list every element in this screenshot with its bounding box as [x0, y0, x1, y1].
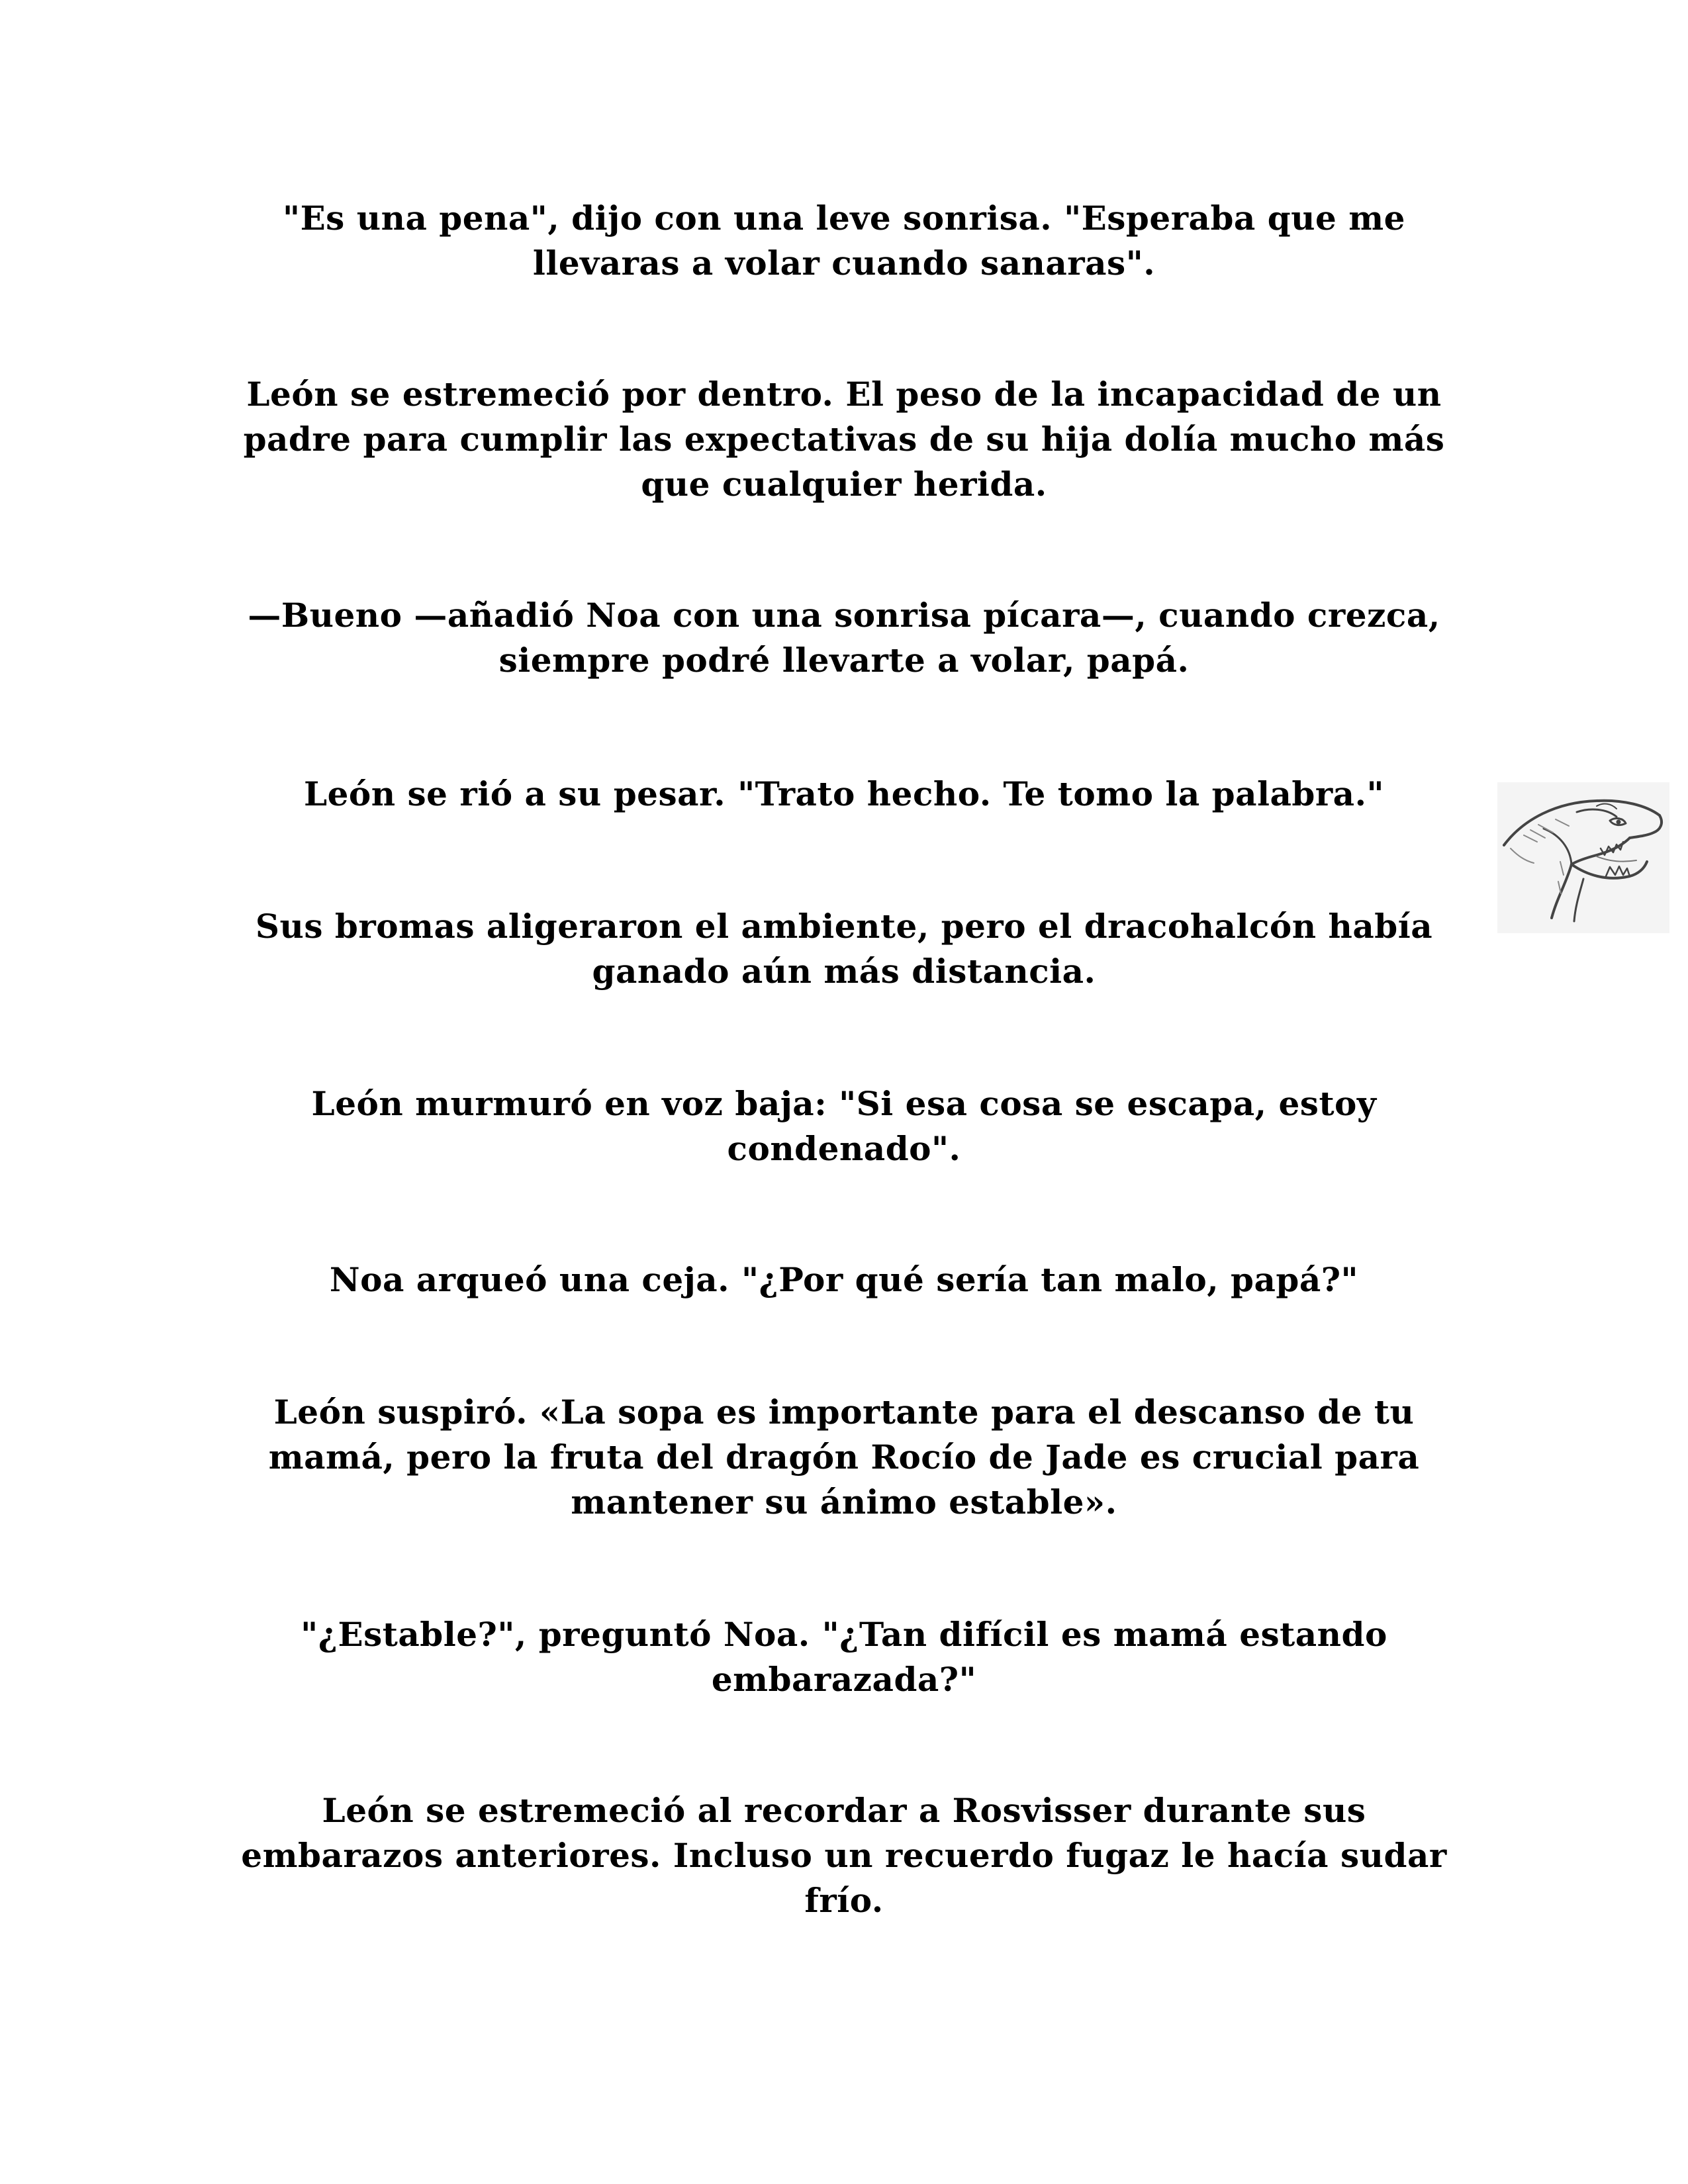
paragraph-9: "¿Estable?", preguntó Noa. "¿Tan difícil es mamá estando embarazada?": [301, 1615, 1387, 1699]
paragraph-2: León se estremeció por dentro. El peso de la incapacidad de un padre para cumplir las expectativas de su hija dolía mucho más que cualquier herida.: [243, 375, 1445, 504]
paragraph-5: Sus bromas aligeraron el ambiente, pero el dracohalcón había ganado aún más distancia.: [255, 907, 1433, 991]
paragraph-8: León suspiró. «La sopa es importante para el descanso de tu mamá, pero la fruta del dragón Rocío de Jade es crucial para mantener su ánimo estable».: [268, 1392, 1420, 1522]
paragraph-6: León murmuró en voz baja: "Si esa cosa se escapa, estoy condenado".: [311, 1084, 1377, 1168]
paragraph-3: —Bueno —añadió Noa con una sonrisa pícara—, cuando crezca, siempre podré llevarte a volar, papá.: [248, 596, 1440, 680]
paragraph-7: Noa arqueó una ceja. "¿Por qué sería tan malo, papá?": [329, 1260, 1359, 1299]
paragraph-10: León se estremeció al recordar a Rosvisser durante sus embarazos anteriores. Incluso un recuerdo fugaz le hacía sudar frío.: [241, 1791, 1447, 1920]
paragraph-1: "Es una pena", dijo con una leve sonrisa. "Esperaba que me llevaras a volar cuando sanaras".: [283, 199, 1405, 283]
dragon-head-sketch-icon: [1497, 782, 1669, 933]
paragraph-4: León se rió a su pesar. "Trato hecho. Te tomo la palabra.": [303, 774, 1385, 813]
